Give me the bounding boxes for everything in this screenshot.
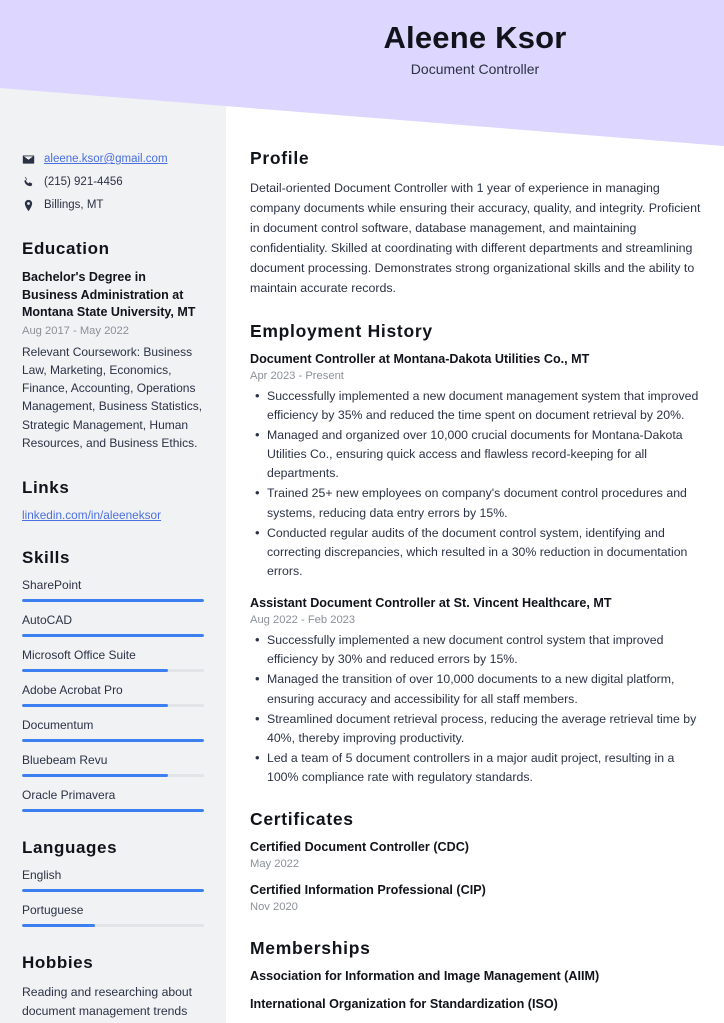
job-entry [250,351,706,581]
hobbies-text: Reading and researching about document management trends [22,985,193,1018]
job-bullet-list [250,631,706,786]
education-date: Aug 2017 - May 2022 [22,325,129,338]
job-bullet: • Trained 25+ new employees on company's document control procedures and systems, reducing data entry errors by 15%. [250,484,706,522]
phone-value: (215) 921-4456 [44,175,123,188]
section-heading-hobbies: Hobbies [22,953,94,973]
language-label: Portuguese [22,903,84,918]
skill-bar-fill [22,809,204,812]
job-bullet: • Managed and organized over 10,000 crucial documents for Montana-Dakota Utilities Co., ensuring quick access and flawless record-keeping for all departments. [250,426,706,483]
skill-label: Oracle Primavera [22,788,116,803]
section-heading-languages: Languages [22,838,118,858]
skill-item [22,788,204,812]
skill-bar-track [22,704,204,707]
certificate-date: May 2022 [250,857,300,870]
skill-label: Microsoft Office Suite [22,648,136,663]
section-heading-links: Links [22,478,70,498]
skill-bar-track [22,809,204,812]
certificate-date: Nov 2020 [250,901,298,914]
contact-list [22,152,204,213]
section-heading-certificates: Certificates [250,808,354,829]
skill-label: Documentum [22,718,94,733]
skill-item [22,578,204,602]
skills-list [22,578,204,812]
languages-list [22,868,204,927]
header-content [226,0,724,78]
jobs-list [250,351,706,787]
membership-item: International Organization for Standardization (ISO) [250,997,558,1012]
skill-label: Adobe Acrobat Pro [22,683,123,698]
section-profile [250,148,706,299]
job-entry [250,595,706,787]
skill-bar-track [22,739,204,742]
section-heading-memberships: Memberships [250,938,371,959]
certificate-name: Certified Document Controller (CDC) [250,839,469,854]
job-date: Apr 2023 - Present [250,369,344,382]
language-bar-track [22,924,204,927]
job-bullet: • Conducted regular audits of the document control system, identifying and correcting discrepancies, which resulted in a 30% reduction in documentation errors. [250,524,706,581]
skill-item [22,718,204,742]
certificate-name: Certified Information Professional (CIP) [250,883,486,898]
job-bullet: • Successfully implemented a new document control system that improved efficiency by 30% and reduced errors by 15%. [250,631,706,669]
education-coursework: Relevant Coursework: Business Law, Marketing, Economics, Finance, Accounting, Operations Management, Business Statistics, Strategic Management, Human Resources, and Business Ethics. [22,344,203,450]
phone-icon [22,176,35,189]
certificates-list [250,839,706,916]
skill-item [22,648,204,672]
section-employment-history [250,321,706,787]
job-bullet: • Successfully implemented a new document management system that improved efficiency by 35% and reduced the time spent on document retrieval by 20%. [250,387,706,425]
skill-bar-track [22,599,204,602]
skill-bar-fill [22,704,168,707]
education-degree: Bachelor's Degree in Business Administration at Montana State University, MT [22,269,196,320]
sidebar [0,0,226,1023]
section-heading-skills: Skills [22,548,71,568]
job-date: Aug 2022 - Feb 2023 [250,613,356,626]
skill-item [22,753,204,777]
envelope-icon [22,153,35,166]
location-value: Billings, MT [44,198,104,211]
section-heading-profile: Profile [250,148,310,168]
language-bar-track [22,889,204,892]
skill-bar-fill [22,739,204,742]
language-item [22,903,204,927]
profile-text: Detail-oriented Document Controller with 1 year of experience in managing company documents while ensuring their accuracy, quality, and integrity. Proficient in document control software, database management, and maintaining confidentiality. Skilled at coordinating with different departments and streamlining document processing. Demonstrates strong organizational skills and the ability to maintain accurate records. [250,181,701,296]
job-title: Document Controller at Montana-Dakota Utilities Co., MT [250,351,590,366]
skill-bar-fill [22,774,168,777]
skill-label: Bluebeam Revu [22,753,108,768]
skill-item [22,613,204,637]
section-memberships [250,938,706,1013]
membership-item: Association for Information and Image Management (AIIM) [250,969,600,984]
main-column [226,0,724,1023]
section-heading-employment: Employment History [250,320,433,341]
skill-bar-track [22,774,204,777]
link-linkedin[interactable]: linkedin.com/in/aleeneksor [22,508,162,523]
language-label: English [22,868,62,883]
language-bar-fill [22,889,204,892]
skill-bar-fill [22,634,204,637]
language-bar-fill [22,924,95,927]
contact-item-location [22,198,204,213]
skill-bar-fill [22,669,168,672]
skill-label: AutoCAD [22,613,73,628]
skill-label: SharePoint [22,578,82,593]
contact-item-phone [22,175,204,190]
job-bullet-list [250,387,706,580]
job-bullet: • Streamlined document retrieval process, reducing the average retrieval time by 40%, thereby improving productivity. [250,710,706,748]
certificate-entry [250,839,706,873]
skill-bar-track [22,634,204,637]
candidate-job-title: Document Controller [410,61,540,78]
section-heading-education: Education [22,238,110,258]
education-entry [22,269,204,452]
job-title: Assistant Document Controller at St. Vincent Healthcare, MT [250,595,612,610]
memberships-list [250,968,706,1013]
skill-bar-fill [22,599,204,602]
skill-bar-track [22,669,204,672]
contact-item-email[interactable] [22,152,204,167]
email-value[interactable]: aleene.ksor@gmail.com [44,153,168,165]
job-bullet: • Managed the transition of over 10,000 documents to a new digital platform, ensuring accuracy and accessibility for all staff members. [250,670,706,708]
location-pin-icon [22,199,35,212]
certificate-entry [250,882,706,916]
candidate-name: Aleene Ksor [383,20,567,55]
section-certificates [250,809,706,916]
language-item [22,868,204,892]
skill-item [22,683,204,707]
job-bullet: • Led a team of 5 document controllers in a major audit project, resulting in a 100% compliance rate with regulatory standards. [250,749,706,787]
